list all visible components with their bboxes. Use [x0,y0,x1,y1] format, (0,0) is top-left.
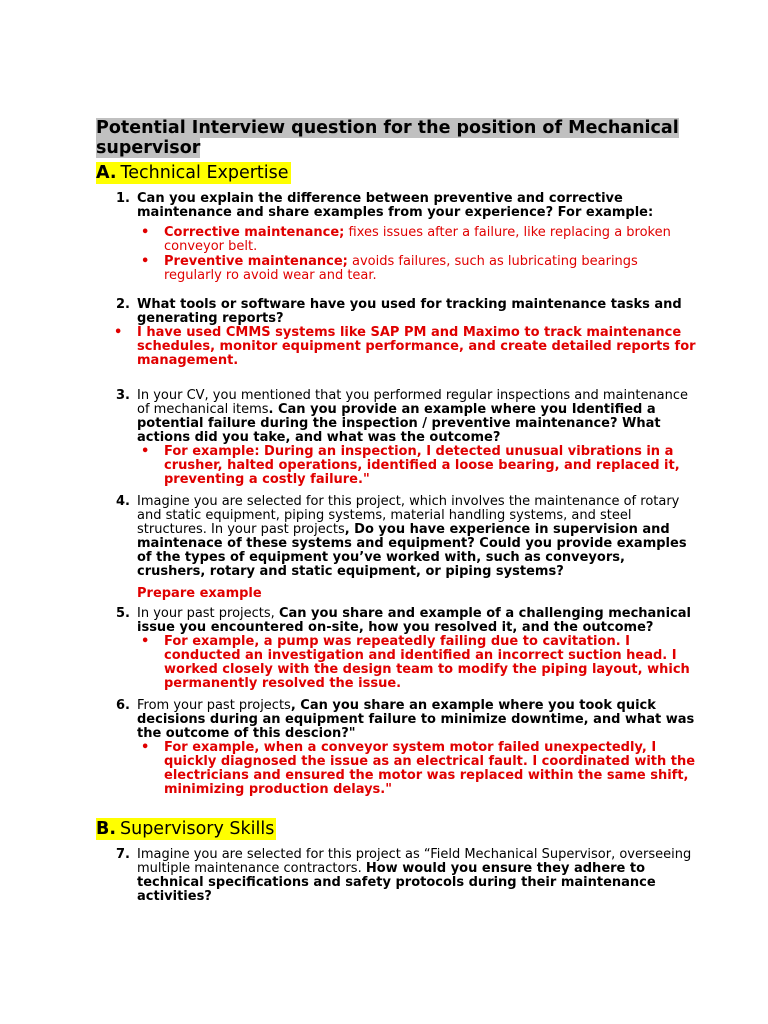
answer-bullet [96,445,696,487]
section-b-label: Supervisory Skills [120,819,275,839]
bullet-icon: • [114,325,123,340]
section-b-letter: B. [96,819,116,839]
title-block [96,118,696,158]
question-7 [96,848,696,904]
bullet-item [96,226,696,254]
question-number: 1. [116,191,130,206]
question-intro: In your CV, you mentioned that you performed regular inspections and maintenance of mechanical items [137,388,689,417]
question-text: Can you share and example of a challenging mechanical issue you encountered on-site, how you resolved it, and the outcome? [137,606,691,635]
bullet-icon: • [141,444,150,459]
question-4 [96,495,696,579]
question-number: 5. [116,606,130,621]
section-a-heading [96,162,696,184]
question-intro: From your past projects [137,698,291,713]
page-title: Potential Interview question for the position of Mechanical supervisor [96,118,679,158]
answer-bullet [96,326,696,368]
bullet-icon: • [141,740,150,755]
answer-text: For example, a pump was repeatedly failing due to cavitation. I conducted an investigation and identified an incorrect suction head. I worked closely with the design team to modify the piping layout, which permanently resolved the issue. [164,634,690,691]
document-page [96,118,696,910]
bullet-lead: Preventive maintenance; [164,254,348,269]
question-number: 7. [116,847,130,862]
bullet-icon: • [141,225,150,240]
question-text: , Can you share an example where you took quick decisions during an equipment failure to minimize downtime, and what was the outcome of this descion?" [137,698,695,741]
question-3 [96,389,696,445]
bullet-lead: Corrective maintenance; [164,225,345,240]
section-a-letter: A. [96,163,117,183]
bullet-text: fixes issues after a failure, like replacing a broken conveyor belt. [164,225,671,254]
question-5 [96,607,696,635]
answer-text: I have used CMMS systems like SAP PM and Maximo to track maintenance schedules, monitor equipment performance, and create detailed reports for management. [137,325,696,368]
question-text: How would you ensure they adhere to technical specifications and safety protocols during their maintenance activities? [137,861,656,904]
question-number: 3. [116,388,130,403]
answer-text: For example: During an inspection, I detected unusual vibrations in a crusher, halted operations, identified a loose bearing, and replaced it, preventing a costly failure." [164,444,680,487]
question-number: 2. [116,297,130,312]
question-text: . Can you provide an example where you Identified a potential failure during the inspection / preventive maintenance? What actions did you take, and what was the outcome? [137,402,661,445]
question-text: Can you explain the difference between preventive and corrective maintenance and share examples from your experience? For example: [137,191,654,220]
bullet-icon: • [141,634,150,649]
answer-text: For example, when a conveyor system motor failed unexpectedly, I quickly diagnosed the issue as an electrical fault. I coordinated with the electricians and ensured the motor was replaced within the same shift, minimizing production delays." [164,740,696,797]
question-text: What tools or software have you used for tracking maintenance tasks and generating reports? [137,297,682,326]
question-2 [96,298,696,326]
question-number: 4. [116,494,130,509]
question-intro: In your past projects, [137,606,279,621]
section-a-label: Technical Expertise [120,163,289,183]
question-text: , Do you have experience in supervision and maintenace of these systems and equipment? Could you provide examples of the types of equipment you’ve worked with, such as conveyors, crushers, rotary and static equipment, or piping systems? [137,522,687,579]
bullet-item [96,255,696,283]
answer-bullet [96,741,696,797]
question-intro: Imagine you are selected for this project, which involves the maintenance of rotary and static equipment, piping systems, material handling systems, and steel structures. In your past projects [137,494,680,537]
answer-bullet [96,635,696,691]
question-6 [96,699,696,741]
bullet-icon: • [141,254,150,269]
question-number: 6. [116,698,130,713]
question-intro: Imagine you are selected for this project as “Field Mechanical Supervisor, overseeing multiple maintenance contractors. [137,847,692,876]
prepare-example-note: Prepare example [137,586,262,601]
question-1 [96,192,696,220]
section-b-heading [96,818,696,840]
bullet-text: avoids failures, such as lubricating bearings regularly ro avoid wear and tear. [164,254,638,283]
